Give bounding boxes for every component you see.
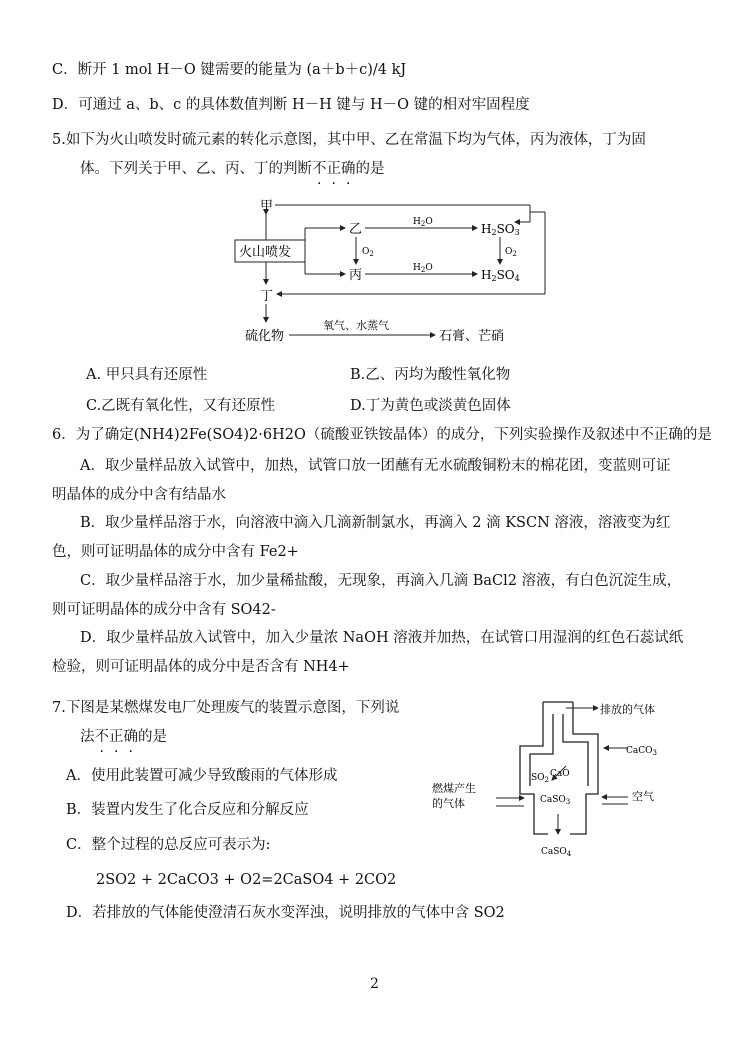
q7-option-a: A．使用此装置可减少导致酸雨的气体形成: [66, 768, 338, 784]
q6-option-a-line1: A．取少量样品放入试管中，加热，试管口放一团蘸有无水硫酸铜粉末的棉花团，变蓝则可证: [80, 458, 671, 474]
q5-option-b: B.乙、丙均为酸性氧化物: [350, 367, 511, 383]
node-yi: 乙: [349, 222, 363, 237]
q7-option-c: C．整个过程的总反应可表示为:: [66, 837, 271, 853]
node-minerals: 石膏、芒硝: [439, 329, 505, 344]
o2-right-label: $O_2$: [505, 247, 517, 258]
q6-option-c-line1: C．取少量样品溶于水，加少量稀盐酸，无现象，再滴入几滴 BaCl2 溶液，有白色沉淀生成，: [80, 573, 682, 589]
q5-stem-line2: [80, 159, 385, 179]
q7-stem-pre: 法: [80, 729, 95, 745]
q4-option-d: D．可通过 a、b、c 的具体数值判断 H－H 键与 H－O 键的相对牢固程度: [52, 97, 530, 113]
q7-flue-gas-diagram: [428, 696, 708, 866]
q6-option-c-line2: 则可证明晶体的成分中含有 SO42-: [52, 602, 276, 618]
node-ding: 丁: [260, 289, 274, 304]
q6-option-d-line1: D．取少量样品放入试管中，加入少量浓 NaOH 溶液并加热，在试管口用湿润的红色石蕊试纸: [80, 630, 684, 646]
q7-equation: 2SO2 + 2CaCO3 + O2=2CaSO4 + 2CO2: [96, 872, 397, 888]
q6-stem: 6．为了确定(NH4)2Fe(SO4)2·6H2O（硫酸亚铁铵晶体）的成分，下列实验操作及叙述中不正确的是: [52, 427, 712, 443]
label-air: 空气: [632, 790, 654, 803]
node-h2so3: H2SO3: [481, 222, 520, 237]
label-caso4: CaSO$_4$: [541, 847, 572, 858]
q7-stem-line2: [80, 727, 167, 747]
q5-option-d: D.丁为黄色或淡黄色固体: [350, 398, 511, 414]
q7-stem-line1: 7.下图是某燃煤发电厂处理废气的装置示意图，下列说: [52, 700, 400, 716]
q5-option-a: A. 甲只具有还原性: [86, 367, 208, 383]
q5-stem-emphasis: 不正确: [312, 161, 356, 177]
q7-option-d: D．若排放的气体能使澄清石灰水变浑浊，说明排放的气体中含 SO2: [66, 905, 505, 921]
q6-option-a-line2: 明晶体的成分中含有结晶水: [52, 487, 226, 503]
label-coal-gas-2: 的气体: [432, 797, 465, 810]
label-exhaust: 排放的气体: [600, 703, 655, 716]
q4-option-c: C．断开 1 mol H－O 键需要的能量为 (a＋b＋c)/4 kJ: [52, 62, 407, 78]
node-volcano: 火山喷发: [239, 245, 292, 260]
q5-stem-pre: 体。下列关于甲、乙、丙、丁的判断: [80, 161, 312, 177]
label-caco3: CaCO$_3$: [626, 746, 657, 757]
label-caso3: CaSO$_3$: [540, 795, 571, 806]
q6-option-b-line1: B．取少量样品溶于水，向溶液中滴入几滴新制氯水，再滴入 2 滴 KSCN 溶液，溶液变为红: [80, 515, 671, 531]
node-bing: 丙: [349, 268, 363, 283]
node-jia: 甲: [260, 199, 274, 214]
q7-option-b: B．装置内发生了化合反应和分解反应: [66, 802, 309, 818]
label-cao: CaO: [550, 769, 570, 779]
h2o-top-label: $H_2O$: [413, 217, 433, 228]
q7-stem-emphasis: 不正确: [94, 729, 138, 745]
o2-left-label: $O_2$: [362, 247, 374, 258]
q5-stem-line1: 5.如下为火山喷发时硫元素的转化示意图，其中甲、乙在常温下均为气体，丙为液体，丁为固: [52, 132, 646, 148]
q5-sulfur-diagram: [225, 192, 555, 352]
q6-option-d-line2: 检验，则可证明晶体的成分中是否含有 NH4+: [52, 659, 350, 675]
q7-stem-post: 的是: [138, 729, 167, 745]
h2o-bottom-label: $H_2O$: [413, 263, 433, 274]
q5-option-c: C.乙既有氧化性，又有还原性: [86, 398, 276, 414]
page-number: 2: [370, 976, 379, 992]
q6-option-b-line2: 色，则可证明晶体的成分中含有 Fe2+: [52, 544, 299, 560]
arrow-label-oxygen-steam: 氧气、水蒸气: [323, 319, 389, 332]
q5-stem-post: 的是: [355, 161, 385, 177]
label-so2: $SO_2$: [531, 773, 550, 784]
node-sulfide: 硫化物: [245, 329, 285, 344]
node-h2so4: H2SO4: [481, 268, 520, 283]
label-coal-gas-1: 燃煤产生: [432, 782, 476, 795]
